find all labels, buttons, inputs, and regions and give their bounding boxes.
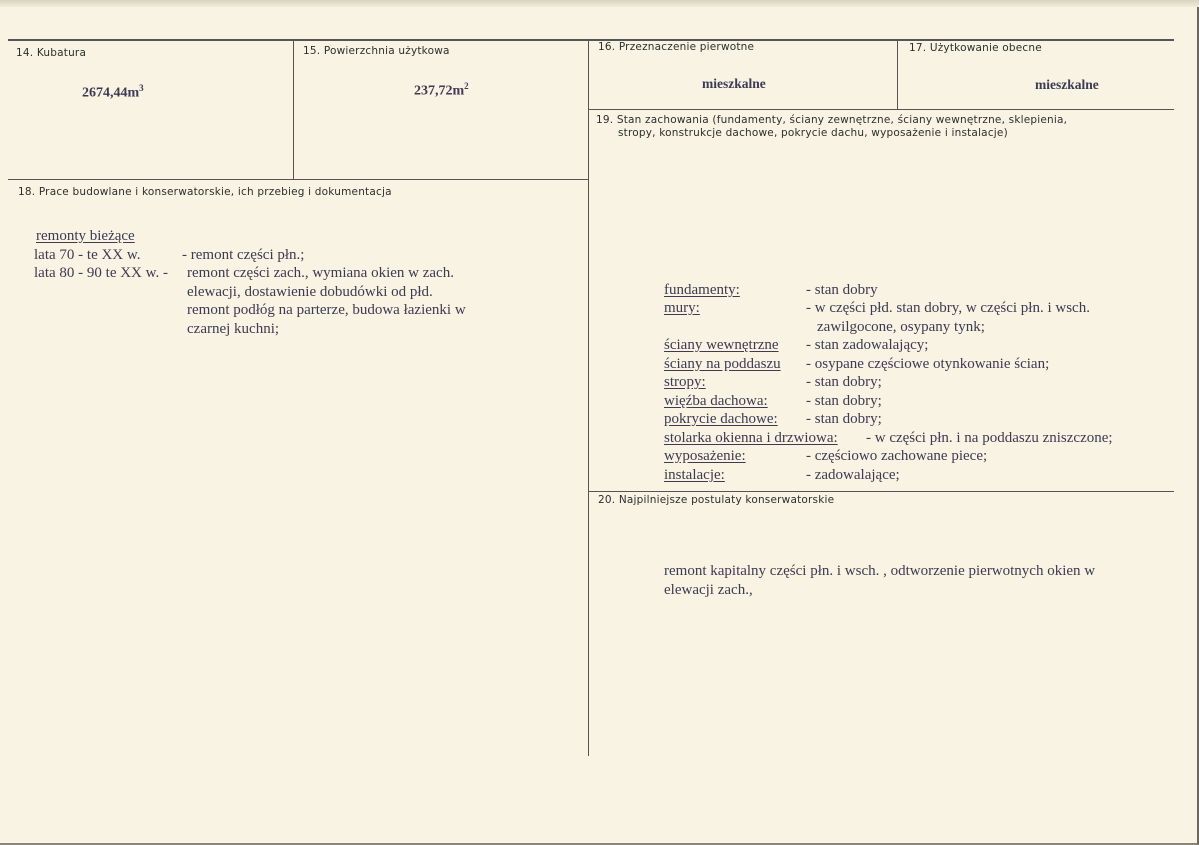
- prace-text-4: remont podłóg na parterze, budowa łazienki w: [187, 302, 466, 318]
- prace-text-2: remont części zach., wymiana okien w zach.: [187, 265, 454, 281]
- powierzchnia-value: [414, 77, 469, 101]
- divider-16-17: [897, 41, 898, 109]
- stan-value-wyposazenie: - częściowo zachowane piece;: [806, 448, 988, 464]
- stan-value-wiezba: - stan dobry;: [806, 393, 882, 409]
- stan-value-stropy: - stan dobry;: [806, 374, 882, 390]
- prace-period-2: lata 80 - 90 te XX w. -: [34, 265, 168, 281]
- stan-key-sciany-poddasze: ściany na poddaszu: [664, 356, 781, 372]
- stan-key-pokrycie: pokrycie dachowe:: [664, 411, 778, 427]
- prace-text-1: - remont części płn.;: [182, 247, 305, 263]
- divider-14-15: [293, 41, 294, 179]
- card-top-edge: [0, 0, 1199, 7]
- remonty-heading: remonty bieżące: [36, 228, 135, 244]
- uzytkowanie-label: 17. Użytkowanie obecne: [909, 42, 1042, 54]
- przeznaczenie-value: mieszkalne: [702, 76, 766, 91]
- stan-key-instalacje: instalacje:: [664, 467, 725, 483]
- stan-value-mury: - w części płd. stan dobry, w części płn. i wsch.: [806, 300, 1090, 316]
- center-divider: [588, 41, 589, 756]
- stan-value-mury-cont: zawilgocone, osypany tynk;: [817, 319, 985, 335]
- kubatura-unit-exponent: 3: [139, 83, 144, 93]
- top-rule: [8, 39, 1174, 41]
- stan-key-stolarka: stolarka okienna i drzwiowa:: [664, 430, 838, 446]
- stan-value-stolarka: - w części płn. i na poddaszu zniszczone;: [866, 430, 1113, 446]
- przeznaczenie-label: 16. Przeznaczenie pierwotne: [598, 41, 755, 53]
- uzytkowanie-value: mieszkalne: [1035, 77, 1099, 92]
- stan-key-fundamenty: fundamenty:: [664, 282, 740, 298]
- stan-value-fundamenty: - stan dobry: [806, 282, 878, 298]
- kubatura-value: [82, 79, 144, 103]
- kubatura-number: 2674,44m: [82, 85, 140, 101]
- prace-budowlane-label: 18. Prace budowlane i konserwatorskie, ich przebieg i dokumentacja: [18, 186, 392, 198]
- stan-value-sciany-poddasze: - osypane częściowe otynkowanie ścian;: [806, 356, 1050, 372]
- postulaty-line2: elewacji zach.,: [664, 582, 753, 598]
- stan-key-mury: mury:: [664, 300, 700, 316]
- stan-key-stropy: stropy:: [664, 374, 706, 390]
- powierzchnia-label: 15. Powierzchnia użytkowa: [303, 45, 450, 57]
- stan-zachowania-label-line1: 19. Stan zachowania (fundamenty, ściany zewnętrzne, ściany wewnętrzne, sklepienia,: [596, 114, 1068, 126]
- stan-value-instalacje: - zadowalające;: [806, 467, 900, 483]
- stan-value-pokrycie: - stan dobry;: [806, 411, 882, 427]
- postulaty-label: 20. Najpilniejsze postulaty konserwatorskie: [598, 494, 835, 506]
- kubatura-label: 14. Kubatura: [16, 47, 87, 59]
- powierzchnia-unit-exponent: 2: [464, 81, 469, 91]
- prace-text-5: czarnej kuchni;: [187, 321, 280, 337]
- stan-key-sciany-wewnetrzne: ściany wewnętrzne: [664, 337, 779, 353]
- rule-above-20: [588, 491, 1174, 492]
- stan-value-sciany-wewnetrzne: - stan zadowalający;: [806, 337, 929, 353]
- stan-key-wyposazenie: wyposażenie:: [664, 448, 746, 464]
- stan-key-wiezba: więźba dachowa:: [664, 393, 768, 409]
- prace-period-1: lata 70 - te XX w.: [34, 247, 141, 263]
- prace-text-3: elewacji, dostawienie dobudówki od płd.: [187, 284, 433, 300]
- powierzchnia-number: 237,72m: [414, 83, 465, 99]
- postulaty-line1: remont kapitalny części płn. i wsch. , odtworzenie pierwotnych okien w: [664, 563, 1096, 579]
- stan-zachowania-label-line2: stropy, konstrukcje dachowe, pokrycie dachu, wyposażenie i instalacje): [618, 127, 1008, 139]
- rule-above-19: [588, 109, 1174, 110]
- rule-above-18: [8, 179, 588, 180]
